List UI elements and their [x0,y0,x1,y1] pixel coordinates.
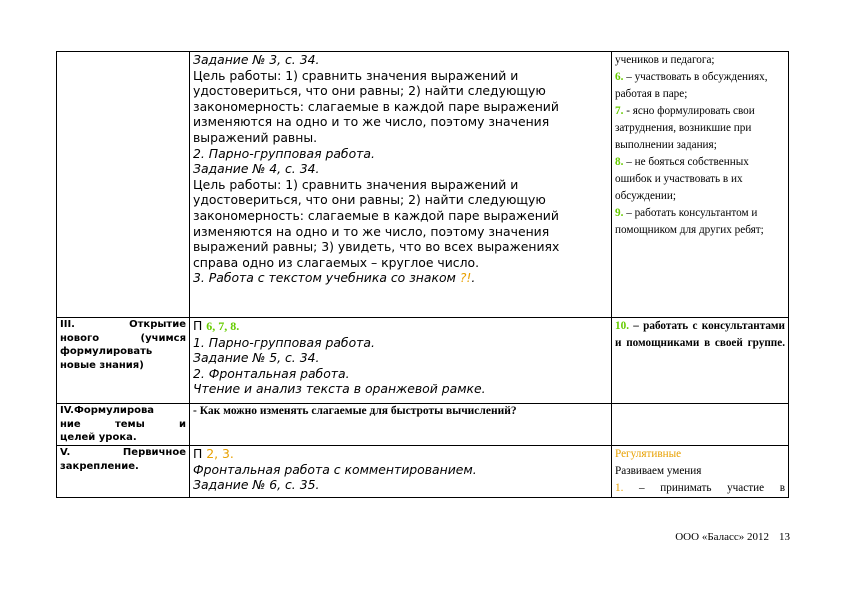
content-line: 1. Парно-групповая работа. [193,334,375,350]
stage-cell [57,52,190,318]
content-cell [190,404,612,446]
skill-number: 9. [615,207,624,219]
skills-intro: учеников и педагога; [615,54,715,66]
content-line: Фронтальная работа с комментированием. [193,461,477,477]
skill-text: – работать с консультантами и помощниками в своей группе. [615,320,785,349]
table-row [57,446,789,498]
content-cell [190,318,612,404]
table-row [57,52,789,318]
skill-text: - ясно формулировать свои затруднения, возникшие при выполнении задания; [615,105,755,151]
skill-number: 8. [615,156,624,168]
page-footer [600,531,790,543]
stage-label-line: ние темы и [60,418,186,430]
content-line: Задание № 5, с. 34. [193,350,320,366]
skill-item [615,154,785,205]
stage-cell [57,318,190,404]
content-line: выражений равны; 3) увидеть, что во всех выражениях [193,239,560,255]
skills-heading: Регулятивные [615,448,682,460]
question-text: - Как можно изменять слагаемые для быстроты вычислений? [193,405,517,417]
stage-label-line: V. Первичное [60,447,186,458]
table-row [57,404,789,446]
content-line: Задание № 6, с. 35. [193,477,320,493]
content-line: закономерность: слагаемые в каждой паре выражений [193,98,559,114]
skills-cell [612,404,789,446]
content-line: 2. Парно-групповая работа. [193,145,375,161]
skill-item [615,103,785,154]
content-line: Цель работы: 1) сравнить значения выражений и [193,67,519,83]
content-line: Цель работы: 1) сравнить значения выражений и [193,176,519,192]
stage-cell [57,404,190,446]
skill-text: – участвовать в обсуждениях, работая в паре; [615,71,768,100]
content-line: Чтение и анализ текста в оранжевой рамке. [193,381,486,397]
stage-label-line: целей урока. [60,432,137,443]
skill-item [615,69,785,103]
page-numbers: 2, 3. [206,446,234,461]
skills-cell [612,318,789,404]
skill-number: 1. [615,482,624,494]
stage-label-line: формулировать [60,346,153,357]
skill-text: – не бояться собственных ошибок и участвовать в их обсуждении; [615,156,749,202]
stage-label-line: IV.Формулирова [60,405,155,416]
content-cell [190,52,612,318]
stage-label-line: закрепление. [60,460,139,472]
table-row [57,318,789,404]
p-prefix: П [193,318,207,333]
footer-company: ООО «Баласс» 2012 [675,531,769,543]
skill-text: – работать консультантом и помощником для других ребят; [615,207,764,236]
content-line: удостовериться, что они равны; 2) найти следующую [193,192,546,208]
content-line: 3. Работа с текстом учебника со знаком [193,270,460,286]
content-line: удостовериться, что они равны; 2) найти следующую [193,83,546,99]
content-line: Задание № 3, с. 34. [193,52,320,67]
skill-text: – принимать участие в [623,482,785,494]
content-line: 2. Фронтальная работа. [193,365,350,381]
lesson-table [56,51,789,498]
question-mark-sign: ?! [459,270,472,286]
content-line: справа одно из слагаемых – круглое число. [193,254,480,270]
stage-cell [57,446,190,498]
skills-cell [612,52,789,318]
page-numbers: 6, 7, 8. [206,319,240,333]
content-line: изменяются на одно и то же число, поэтому значения [193,223,550,239]
skill-item [615,205,785,239]
content-line: изменяются на одно и то же число, поэтому значения [193,114,550,130]
skill-number: 10. [615,320,629,332]
content-cell [190,446,612,498]
content-line-end: . [471,270,476,286]
stage-label-line: III. Открытие [60,319,186,330]
stage-label-line: нового (учимся [60,332,186,344]
skill-number: 6. [615,71,624,83]
p-prefix: П [193,446,207,461]
page-number: 13 [779,531,790,543]
content-line: закономерность: слагаемые в каждой паре выражений [193,207,559,223]
skills-subheading: Развиваем умения [615,465,702,477]
skill-number: 7. [615,105,624,117]
skills-cell [612,446,789,498]
content-line: Задание № 4, с. 34. [193,161,320,177]
content-line: выражений равны. [193,129,318,145]
stage-label-line: новые знания) [60,359,144,371]
